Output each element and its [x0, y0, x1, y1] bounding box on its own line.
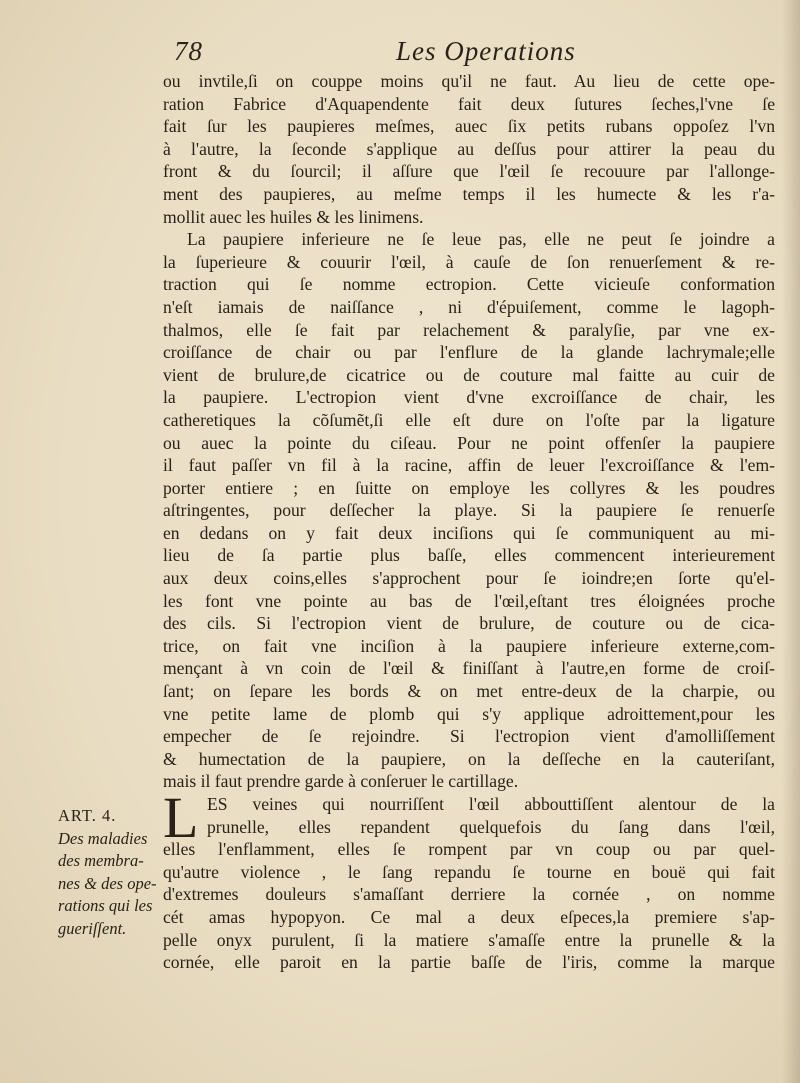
text-line: fait ſur les paupieres meſmes, auec ſix petits rubans oppoſez l'vn	[163, 116, 775, 137]
text-line: cét amas hypopyon. Ce mal a deux eſpeces,la premiere s'ap-	[163, 906, 775, 927]
paragraph-2	[163, 228, 775, 793]
text-line: ou invtile,ſi on couppe moins qu'il ne faut. Au lieu de cette ope-	[163, 71, 775, 91]
text-line: pelle onyx purulent, ſi la matiere s'amaſſe entre la prunelle & la	[163, 929, 775, 950]
text-line: ment des paupieres, au meſme temps il les humecte & les r'a-	[163, 183, 775, 204]
text-line: vient de brulure,de cicatrice ou de couture mal faitte au cuir de	[163, 364, 775, 385]
text-line: porter entiere ; en ſuitte on employe les collyres & les poudres	[163, 477, 775, 498]
margin-note-line: rations qui les	[58, 896, 153, 916]
margin-note	[58, 805, 168, 941]
text-line: il faut paſſer vn fil à la racine, affin de leuer l'excroiſſance & l'em-	[163, 455, 775, 476]
page-number: 78	[174, 36, 203, 66]
text-line: ration Fabrice d'Aquapendente fait deux ſutures ſeches,l'vne ſe	[163, 93, 775, 114]
text-line: d'extremes douleurs s'amaſſant derriere la cornée , on nomme	[163, 884, 775, 905]
text-line: les font vne pointe au bas de l'œil,eſtant tres éloignées proche	[163, 590, 775, 611]
paragraph-1	[163, 70, 775, 228]
margin-article-label: ART. 4.	[58, 806, 117, 825]
text-line: mençant à vn coin de l'œil & finiſſant à l'autre,en forme de croiſ-	[163, 658, 775, 679]
text-line: croiſſance de chair ou par l'enflure de la glande lachrymale;elle	[163, 342, 775, 363]
text-line: traction qui ſe nomme ectropion. Cette vicieuſe conformation	[163, 274, 775, 295]
text-line: La paupiere inferieure ne ſe leue pas, elle ne peut ſe joindre a	[187, 229, 775, 250]
margin-note-line: Des maladies	[58, 828, 148, 848]
text-line: des cils. Si l'ectropion vient de brulure, de couture ou de cica-	[163, 613, 775, 634]
text-line: catheretiques la cõſumẽt,ſi elle eſt dure on l'oſte par la ligature	[163, 409, 775, 430]
text-line: en dedans on y fait deux inciſions qui ſe communiquent au mi-	[163, 522, 775, 543]
paragraph-3	[163, 785, 775, 974]
text-line: cornée, elle paroit en la partie baſſe de l'iris, comme la marque	[163, 952, 775, 973]
margin-note-line: nes & des ope-	[58, 873, 157, 893]
text-line: à l'autre, la ſeconde s'applique au deſſus pour attirer la peau du	[163, 138, 775, 159]
text-line: la ſuperieure & couurir l'œil, à cauſe de ſon renuerſement & re-	[163, 251, 775, 272]
text-line: aſtringentes, pour deſſecher la playe. Si la paupiere ſe renuerſe	[163, 500, 775, 521]
running-title: Les Operations	[396, 36, 576, 66]
text-line: ou auec la pointe du ciſeau. Pour ne point offenſer la paupiere	[163, 432, 775, 453]
text-line: thalmos, elle ſe fait par relachement & paralyſie, par vne ex-	[163, 319, 775, 340]
text-line: qu'autre violence , le ſang repandu ſe tourne en bouë qui fait	[163, 861, 775, 882]
margin-note-line: des membra-	[58, 851, 144, 871]
page-header	[172, 36, 592, 70]
text-line: mais il faut prendre garde à conſeruer le cartillage.	[163, 771, 519, 792]
text-line: trice, on fait vne inciſion à la paupiere inferieure externe,com-	[163, 635, 775, 656]
text-line: mollit auec les huiles & les linimens.	[163, 206, 424, 227]
margin-note-line: gueriſſent.	[58, 918, 127, 938]
text-line: ES veines qui nourriſſent l'œil abbouttiſſent alentour de la	[207, 794, 775, 814]
body-text	[163, 70, 775, 974]
text-line: n'eſt iamais de naiſſance , ni d'épuiſement, comme le lagoph-	[163, 296, 775, 317]
text-line: front & du ſourcil; il aſſure que l'œil ſe recouure par l'allonge-	[163, 161, 775, 182]
text-line: la paupiere. L'ectropion vient d'vne excroiſſance de chair, les	[163, 387, 775, 408]
text-line: vne petite lame de plomb qui s'y applique adroittement,pour les	[163, 703, 775, 724]
drop-cap: L	[163, 785, 199, 850]
text-line: empecher de ſe rejoindre. Si l'ectropion vient d'amolliſſement	[163, 726, 775, 747]
text-line: prunelle, elles repandent quelquefois du ſang dans l'œil,	[207, 816, 775, 837]
text-line: elles l'enflamment, elles ſe rompent par vn coup ou par quel-	[163, 839, 775, 860]
page-edge-shadow	[782, 0, 800, 1083]
text-line: aux deux coins,elles s'approchent pour ſe ioindre;en ſorte qu'el-	[163, 568, 775, 589]
text-line: & humectation de la paupiere, on la deſſeche en la cauteriſant,	[163, 748, 775, 769]
text-line: lieu de ſa partie plus baſſe, elles commencent interieurement	[163, 545, 775, 566]
text-line: ſant; on ſepare les bords & on met entre-deux de la charpie, ou	[163, 681, 775, 702]
